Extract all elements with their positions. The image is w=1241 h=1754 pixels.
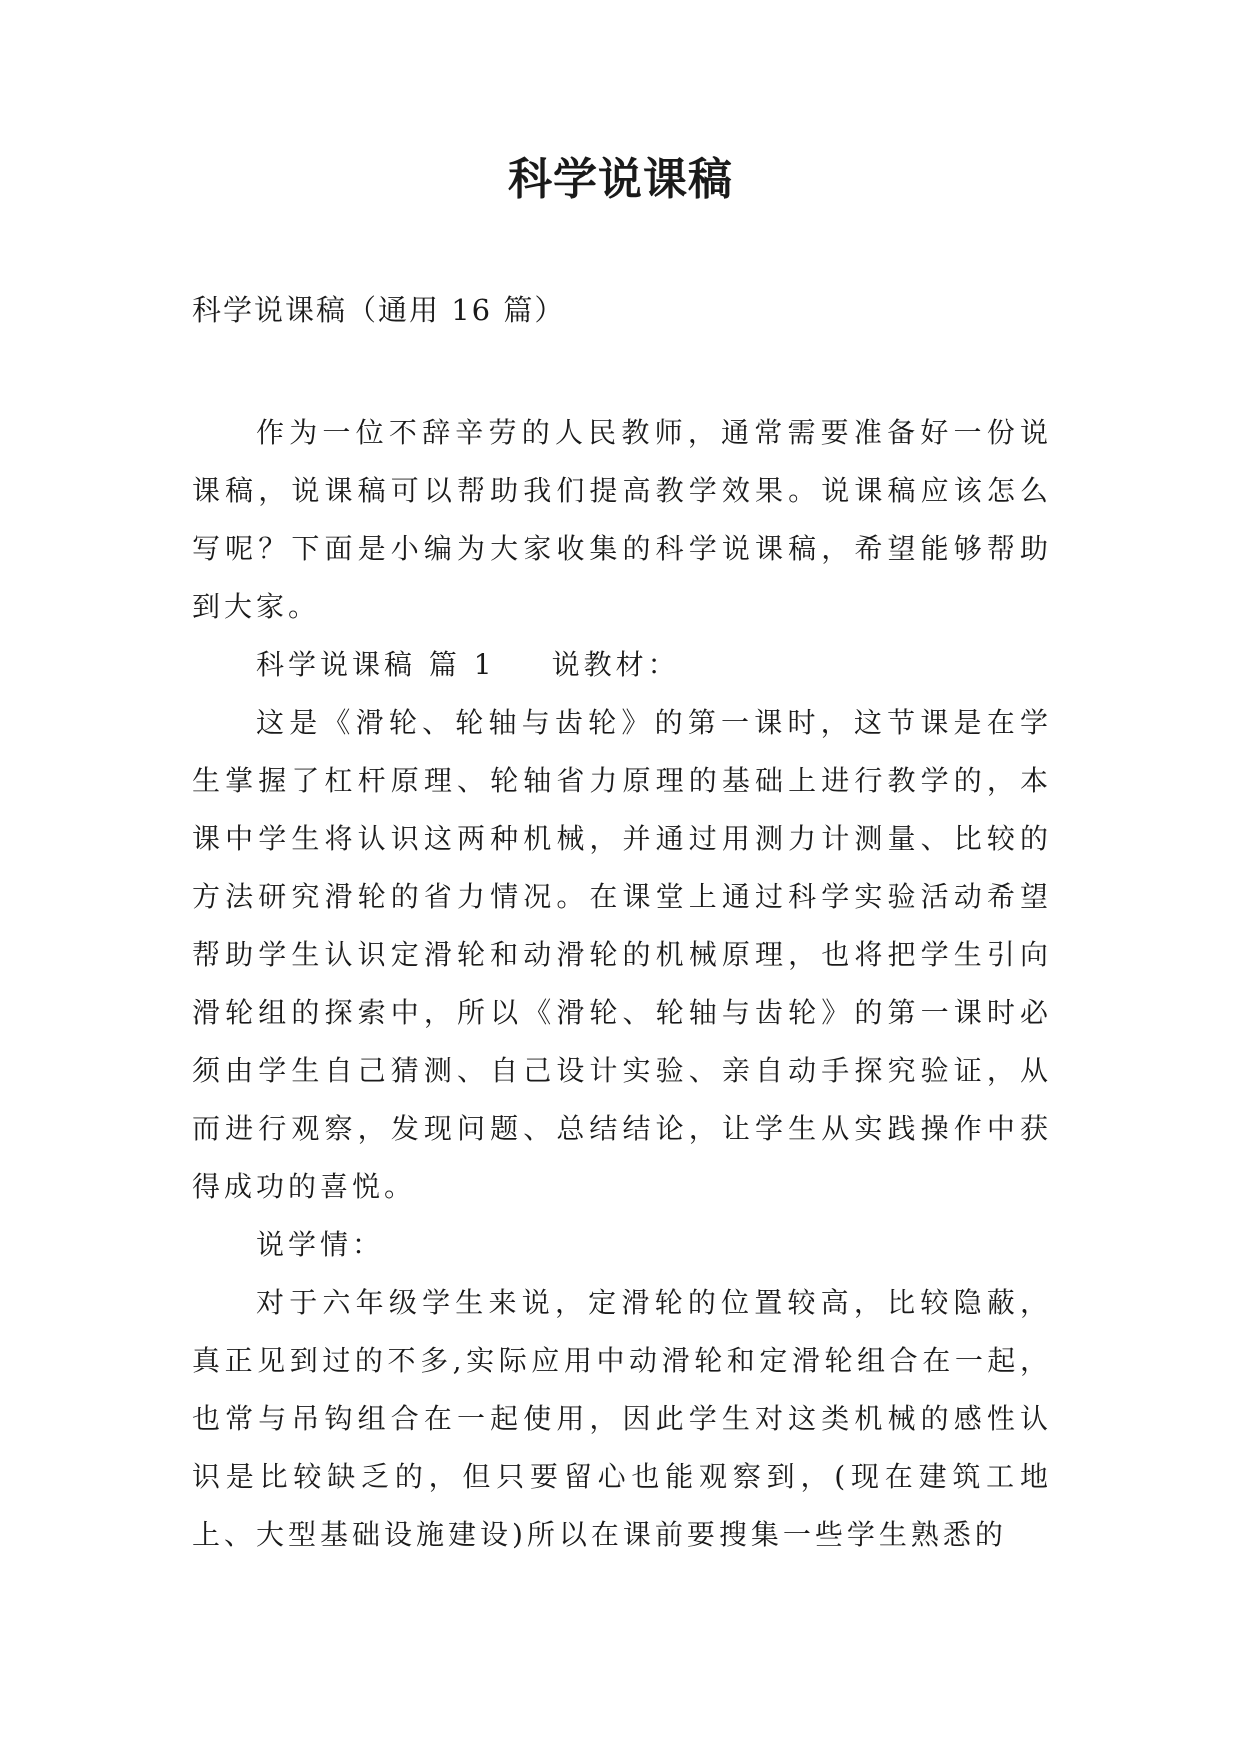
intro-paragraph: 作为一位不辞辛劳的人民教师，通常需要准备好一份说课稿，说课稿可以帮助我们提高教学效果。说课稿应该怎么写呢？下面是小编为大家收集的科学说课稿，希望能够帮助到大家。	[192, 416, 1052, 623]
section-title: 科学说课稿 篇 1	[256, 648, 496, 681]
body-paragraph: 这是《滑轮、轮轴与齿轮》的第一课时，这节课是在学生掌握了杠杆原理、轮轴省力原理的基础上进行教学的，本课中学生将认识这两种机械，并通过用测力计测量、比较的方法研究滑轮的省力情况。在课堂上通过科学实验活动希望帮助学生认识定滑轮和动滑轮的机械原理，也将把学生引向滑轮组的探索中，所以《滑轮、轮轴与齿轮》的第一课时必须由学生自己猜测、自己设计实验、亲自动手探究验证，从而进行观察，发现问题、总结结论，让学生从实践操作中获得成功的喜悦。	[192, 706, 1052, 1203]
document-subtitle: 科学说课稿（通用 16 篇）	[192, 293, 566, 327]
section-subheading: 说教材：	[551, 648, 680, 681]
section-heading	[192, 636, 1052, 694]
body-paragraph-2: 对于六年级学生来说，定滑轮的位置较高，比较隐蔽，真正见到过的不多,实际应用中动滑轮和定滑轮组合在一起，也常与吊钩组合在一起使用，因此学生对这类机械的感性认识是比较缺乏的，但只要留心也能观察到，(现在建筑工地上、大型基础设施建设)所以在课前要搜集一些学生熟悉的	[192, 1286, 1052, 1551]
document-body	[192, 404, 1052, 1564]
section-subheading-2: 说学情：	[256, 1228, 385, 1261]
document-title: 科学说课稿	[508, 154, 733, 205]
